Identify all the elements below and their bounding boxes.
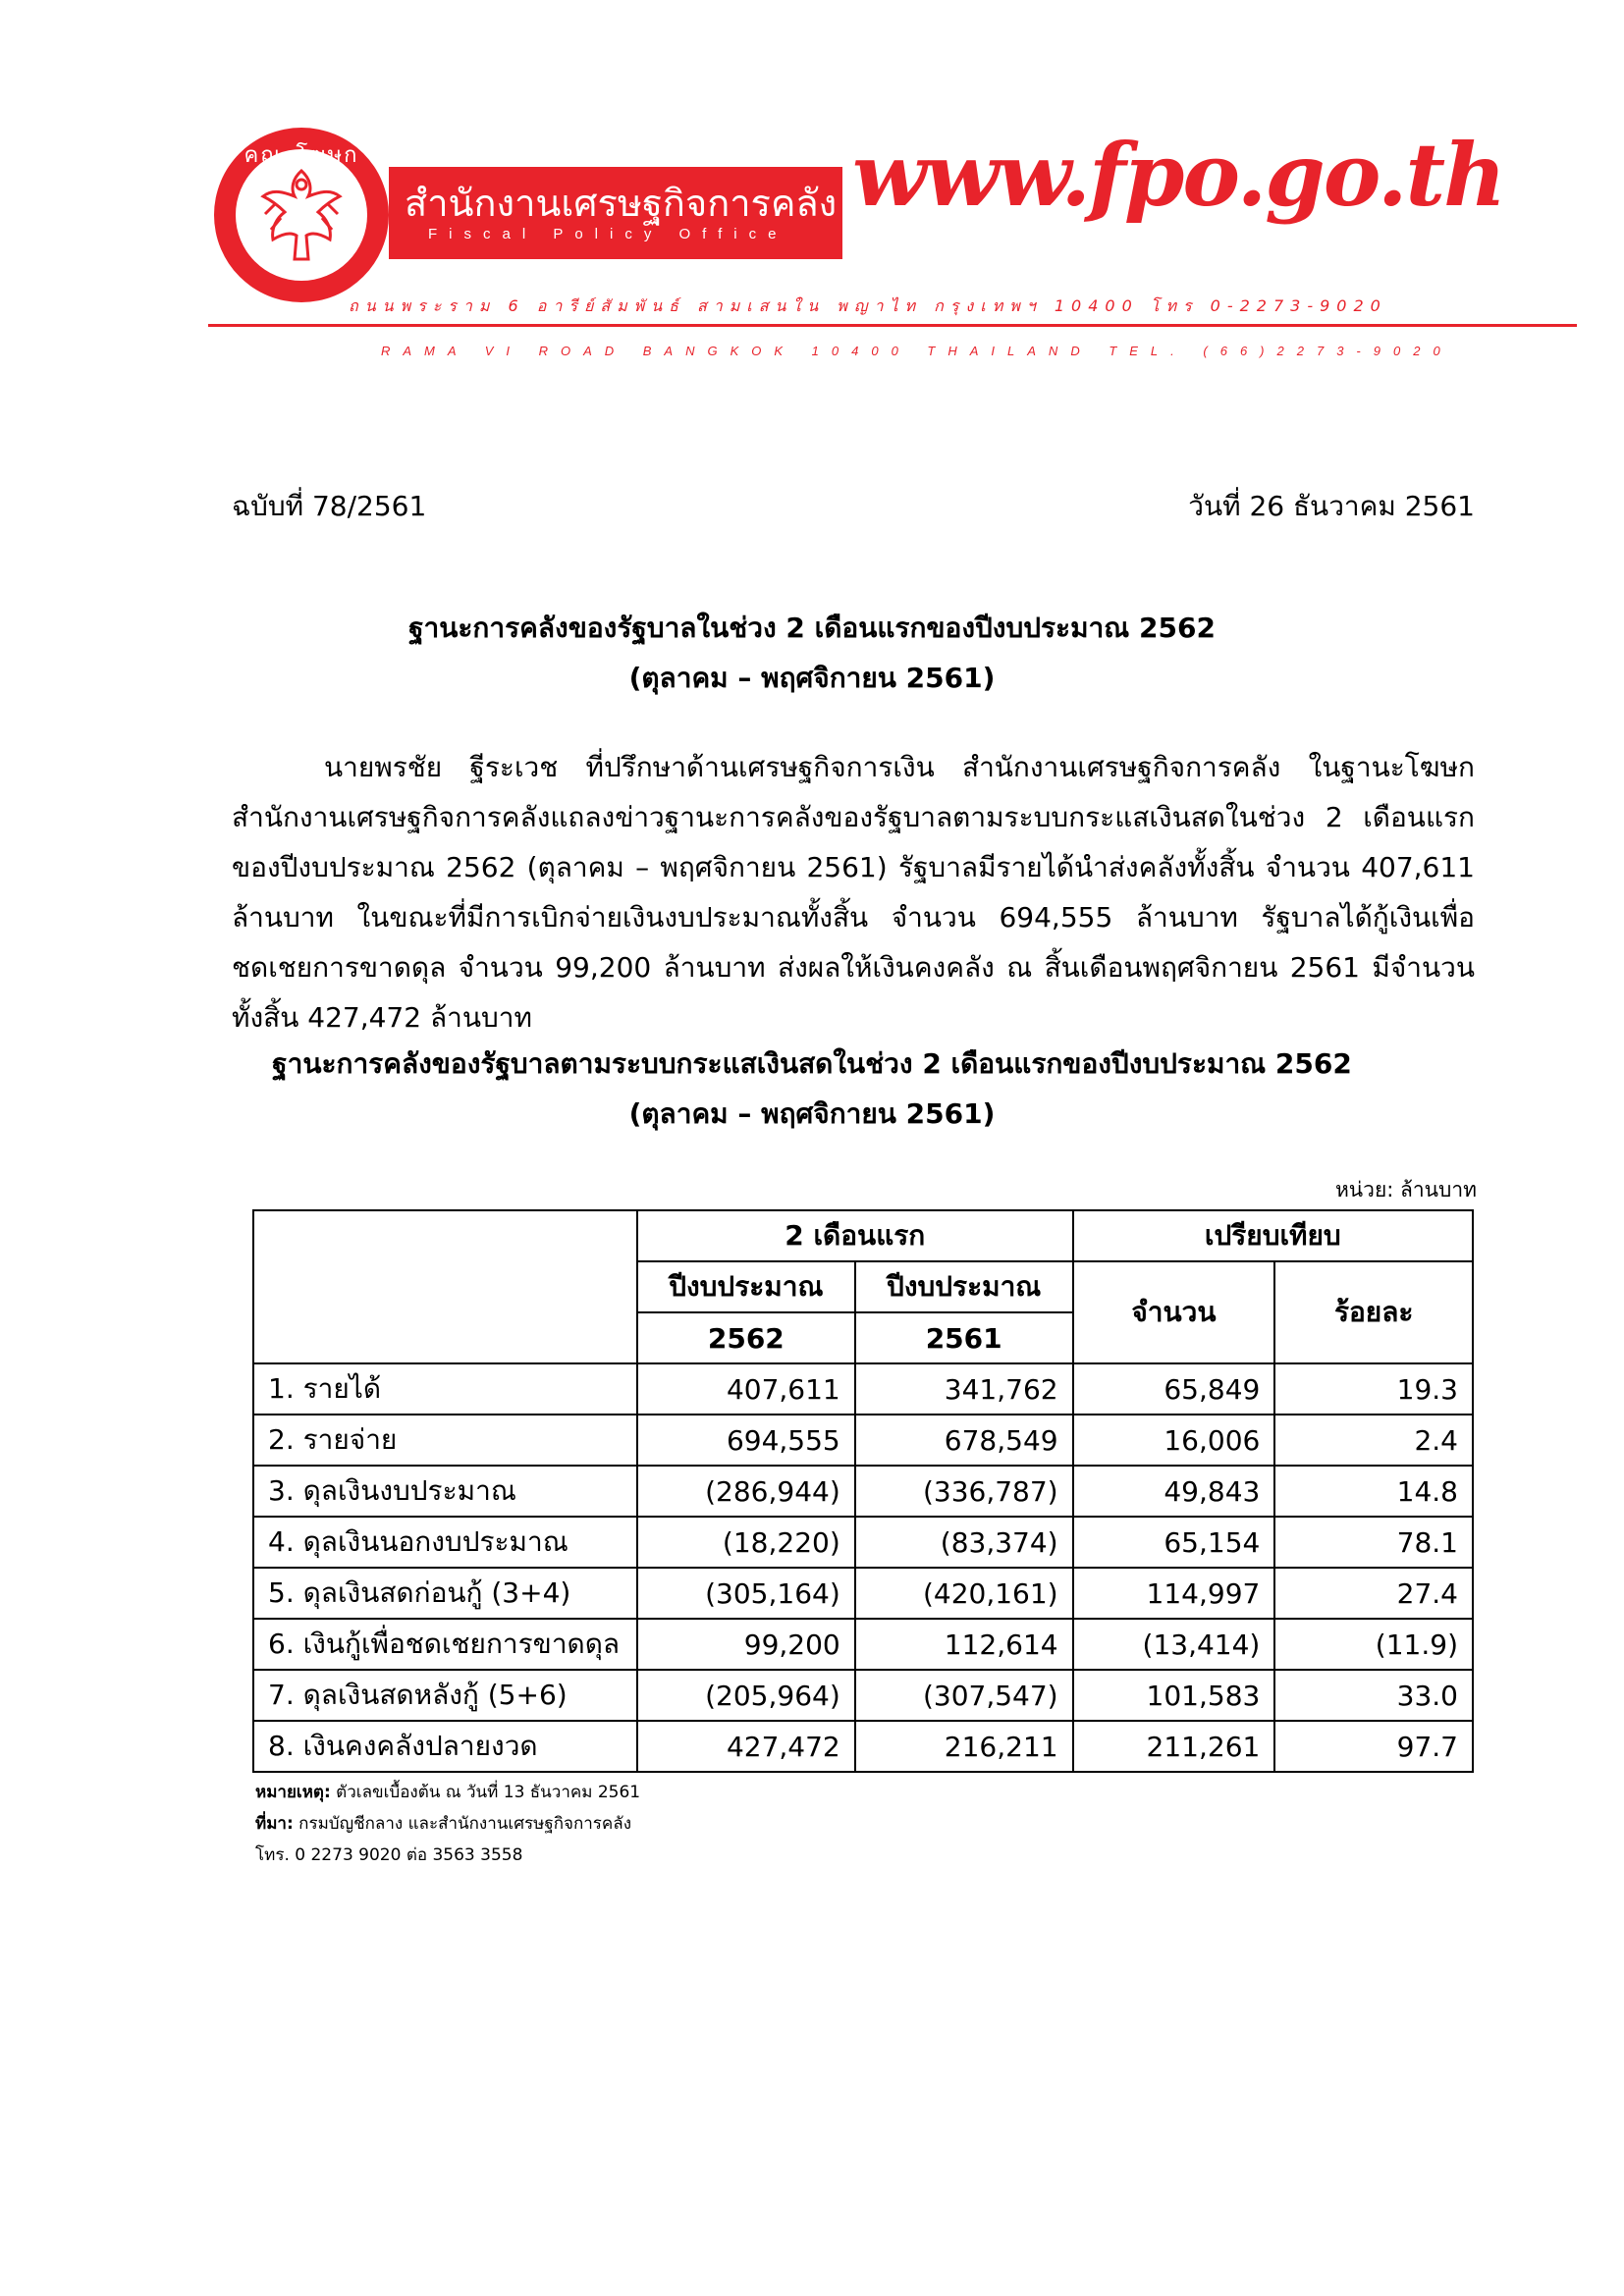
fiscal-position-table — [252, 1209, 1474, 1773]
issue-date: วันที่ 26 ธันวาคม 2561 — [1188, 490, 1475, 522]
header-fy2562-line2: 2562 — [637, 1312, 855, 1363]
header-comparison: เปรียบเทียบ — [1073, 1210, 1473, 1261]
cell-fy2562: (205,964) — [637, 1670, 855, 1721]
cell-amount: 114,997 — [1073, 1568, 1275, 1619]
cell-fy2562: 99,200 — [637, 1619, 855, 1670]
cell-percent: 19.3 — [1274, 1363, 1473, 1415]
row-label: 2. รายจ่าย — [253, 1415, 637, 1466]
body-paragraph-text: นายพรชัย ฐีระเวช ที่ปรึกษาด้านเศรษฐกิจการเงิน สำนักงานเศรษฐกิจการคลัง ในฐานะโฆษกสำนักงานเศรษฐกิจการคลังแถลงข่าวฐานะการคลังของรัฐบาลตามระบบกระแสเงินสดในช่วง 2 เดือนแรกของปีงบประมาณ 2562 (ตุลาคม – พฤศจิกายน 2561) รัฐบาลมีรายได้นำส่งคลังทั้งสิ้น จำนวน 407,611 ล้านบาท ในขณะที่มีการเบิกจ่ายเงินงบประมาณทั้งสิ้น จำนวน 694,555 ล้านบาท รัฐบาลได้กู้เงินเพื่อชดเชยการขาดดุล จำนวน 99,200 ล้านบาท ส่งผลให้เงินคงคลัง ณ สิ้นเดือนพฤศจิกายน 2561 มีจำนวนทั้งสิ้น 427,472 ล้านบาท — [232, 751, 1475, 1034]
cell-percent: 78.1 — [1274, 1517, 1473, 1568]
row-label: 3. ดุลเงินงบประมาณ — [253, 1466, 637, 1517]
row-label: 1. รายได้ — [253, 1363, 637, 1415]
remark-line — [255, 1777, 640, 1808]
fpo-seal-logo — [214, 128, 389, 302]
cell-percent: (11.9) — [1274, 1619, 1473, 1670]
cell-amount: (13,414) — [1073, 1619, 1275, 1670]
address-thai: ถนนพระราม 6 อารีย์สัมพันธ์ สามเสนใน พญาไท กรุงเทพฯ 10400 โทร 0-2273-9020 — [349, 296, 1387, 315]
address-english: RAMA VI ROAD BANGKOK 10400 THAILAND TEL. (66)2273-9020 — [381, 344, 1453, 358]
header-fy2562-line1: ปีงบประมาณ — [637, 1261, 855, 1312]
office-name-english: Fiscal Policy Office — [428, 226, 788, 242]
cell-percent: 97.7 — [1274, 1721, 1473, 1772]
table-subtitle: (ตุลาคม – พฤศจิกายน 2561) — [628, 1097, 996, 1130]
cell-fy2561: (307,547) — [855, 1670, 1073, 1721]
row-label: 4. ดุลเงินนอกงบประมาณ — [253, 1517, 637, 1568]
cell-fy2562: (18,220) — [637, 1517, 855, 1568]
cell-amount: 49,843 — [1073, 1466, 1275, 1517]
table-title: ฐานะการคลังของรัฐบาลตามระบบกระแสเงินสดในช่วง 2 เดือนแรกของปีงบประมาณ 2562 — [272, 1047, 1352, 1080]
table-row — [253, 1721, 1473, 1772]
letterhead-divider — [208, 324, 1577, 327]
row-label: 5. ดุลเงินสดก่อนกู้ (3+4) — [253, 1568, 637, 1619]
table-notes — [255, 1777, 640, 1871]
seal-text: คณะโฆษก — [244, 143, 359, 168]
cell-fy2561: (336,787) — [855, 1466, 1073, 1517]
cell-fy2561: 112,614 — [855, 1619, 1073, 1670]
remark-text: ตัวเลขเบื้องต้น ณ วันที่ 13 ธันวาคม 2561 — [330, 1783, 641, 1802]
row-label: 8. เงินคงคลังปลายงวด — [253, 1721, 637, 1772]
header-percent: ร้อยละ — [1274, 1261, 1473, 1363]
cell-fy2562: 427,472 — [637, 1721, 855, 1772]
remark-label: หมายเหตุ: — [255, 1783, 331, 1802]
table-header-row-1 — [253, 1210, 1473, 1261]
cell-amount: 16,006 — [1073, 1415, 1275, 1466]
header-fy2561-line1: ปีงบประมาณ — [855, 1261, 1073, 1312]
cell-amount: 65,849 — [1073, 1363, 1275, 1415]
cell-fy2562: (286,944) — [637, 1466, 855, 1517]
source-text: กรมบัญชีกลาง และสำนักงานเศรษฐกิจการคลัง — [293, 1814, 632, 1834]
cell-percent: 33.0 — [1274, 1670, 1473, 1721]
issue-number: ฉบับที่ 78/2561 — [232, 490, 427, 522]
cell-amount: 211,261 — [1073, 1721, 1275, 1772]
cell-percent: 2.4 — [1274, 1415, 1473, 1466]
table-row — [253, 1568, 1473, 1619]
header-amount: จำนวน — [1073, 1261, 1275, 1363]
cell-fy2562: 694,555 — [637, 1415, 855, 1466]
cell-fy2561: (420,161) — [855, 1568, 1073, 1619]
cell-amount: 65,154 — [1073, 1517, 1275, 1568]
cell-fy2561: 341,762 — [855, 1363, 1073, 1415]
office-name-thai: สำนักงานเศรษฐกิจการคลัง — [405, 182, 838, 225]
table-row — [253, 1415, 1473, 1466]
body-paragraph — [232, 742, 1475, 1042]
cell-amount: 101,583 — [1073, 1670, 1275, 1721]
source-line — [255, 1808, 640, 1840]
header-blank-cell — [253, 1210, 637, 1363]
cell-percent: 14.8 — [1274, 1466, 1473, 1517]
document-subtitle: (ตุลาคม – พฤศจิกายน 2561) — [628, 662, 996, 694]
cell-percent: 27.4 — [1274, 1568, 1473, 1619]
document-title: ฐานะการคลังของรัฐบาลในช่วง 2 เดือนแรกของปีงบประมาณ 2562 — [408, 612, 1216, 644]
header-first-two-months: 2 เดือนแรก — [637, 1210, 1073, 1261]
cell-fy2562: (305,164) — [637, 1568, 855, 1619]
cell-fy2561: 678,549 — [855, 1415, 1073, 1466]
cell-fy2561: (83,374) — [855, 1517, 1073, 1568]
table-row — [253, 1363, 1473, 1415]
office-name-banner — [389, 167, 842, 259]
contact-phone: โทร. 0 2273 9020 ต่อ 3563 3558 — [255, 1845, 523, 1865]
row-label: 6. เงินกู้เพื่อชดเชยการขาดดุล — [253, 1619, 637, 1670]
cell-fy2562: 407,611 — [637, 1363, 855, 1415]
table-row — [253, 1466, 1473, 1517]
table-row — [253, 1670, 1473, 1721]
website-url: www.fpo.go.th — [852, 124, 1505, 226]
table-unit-label: หน่วย: ล้านบาท — [1334, 1178, 1477, 1201]
source-label: ที่มา: — [255, 1814, 294, 1834]
row-label: 7. ดุลเงินสดหลังกู้ (5+6) — [253, 1670, 637, 1721]
table-row — [253, 1619, 1473, 1670]
cell-fy2561: 216,211 — [855, 1721, 1073, 1772]
header-fy2561-line2: 2561 — [855, 1312, 1073, 1363]
table-row — [253, 1517, 1473, 1568]
